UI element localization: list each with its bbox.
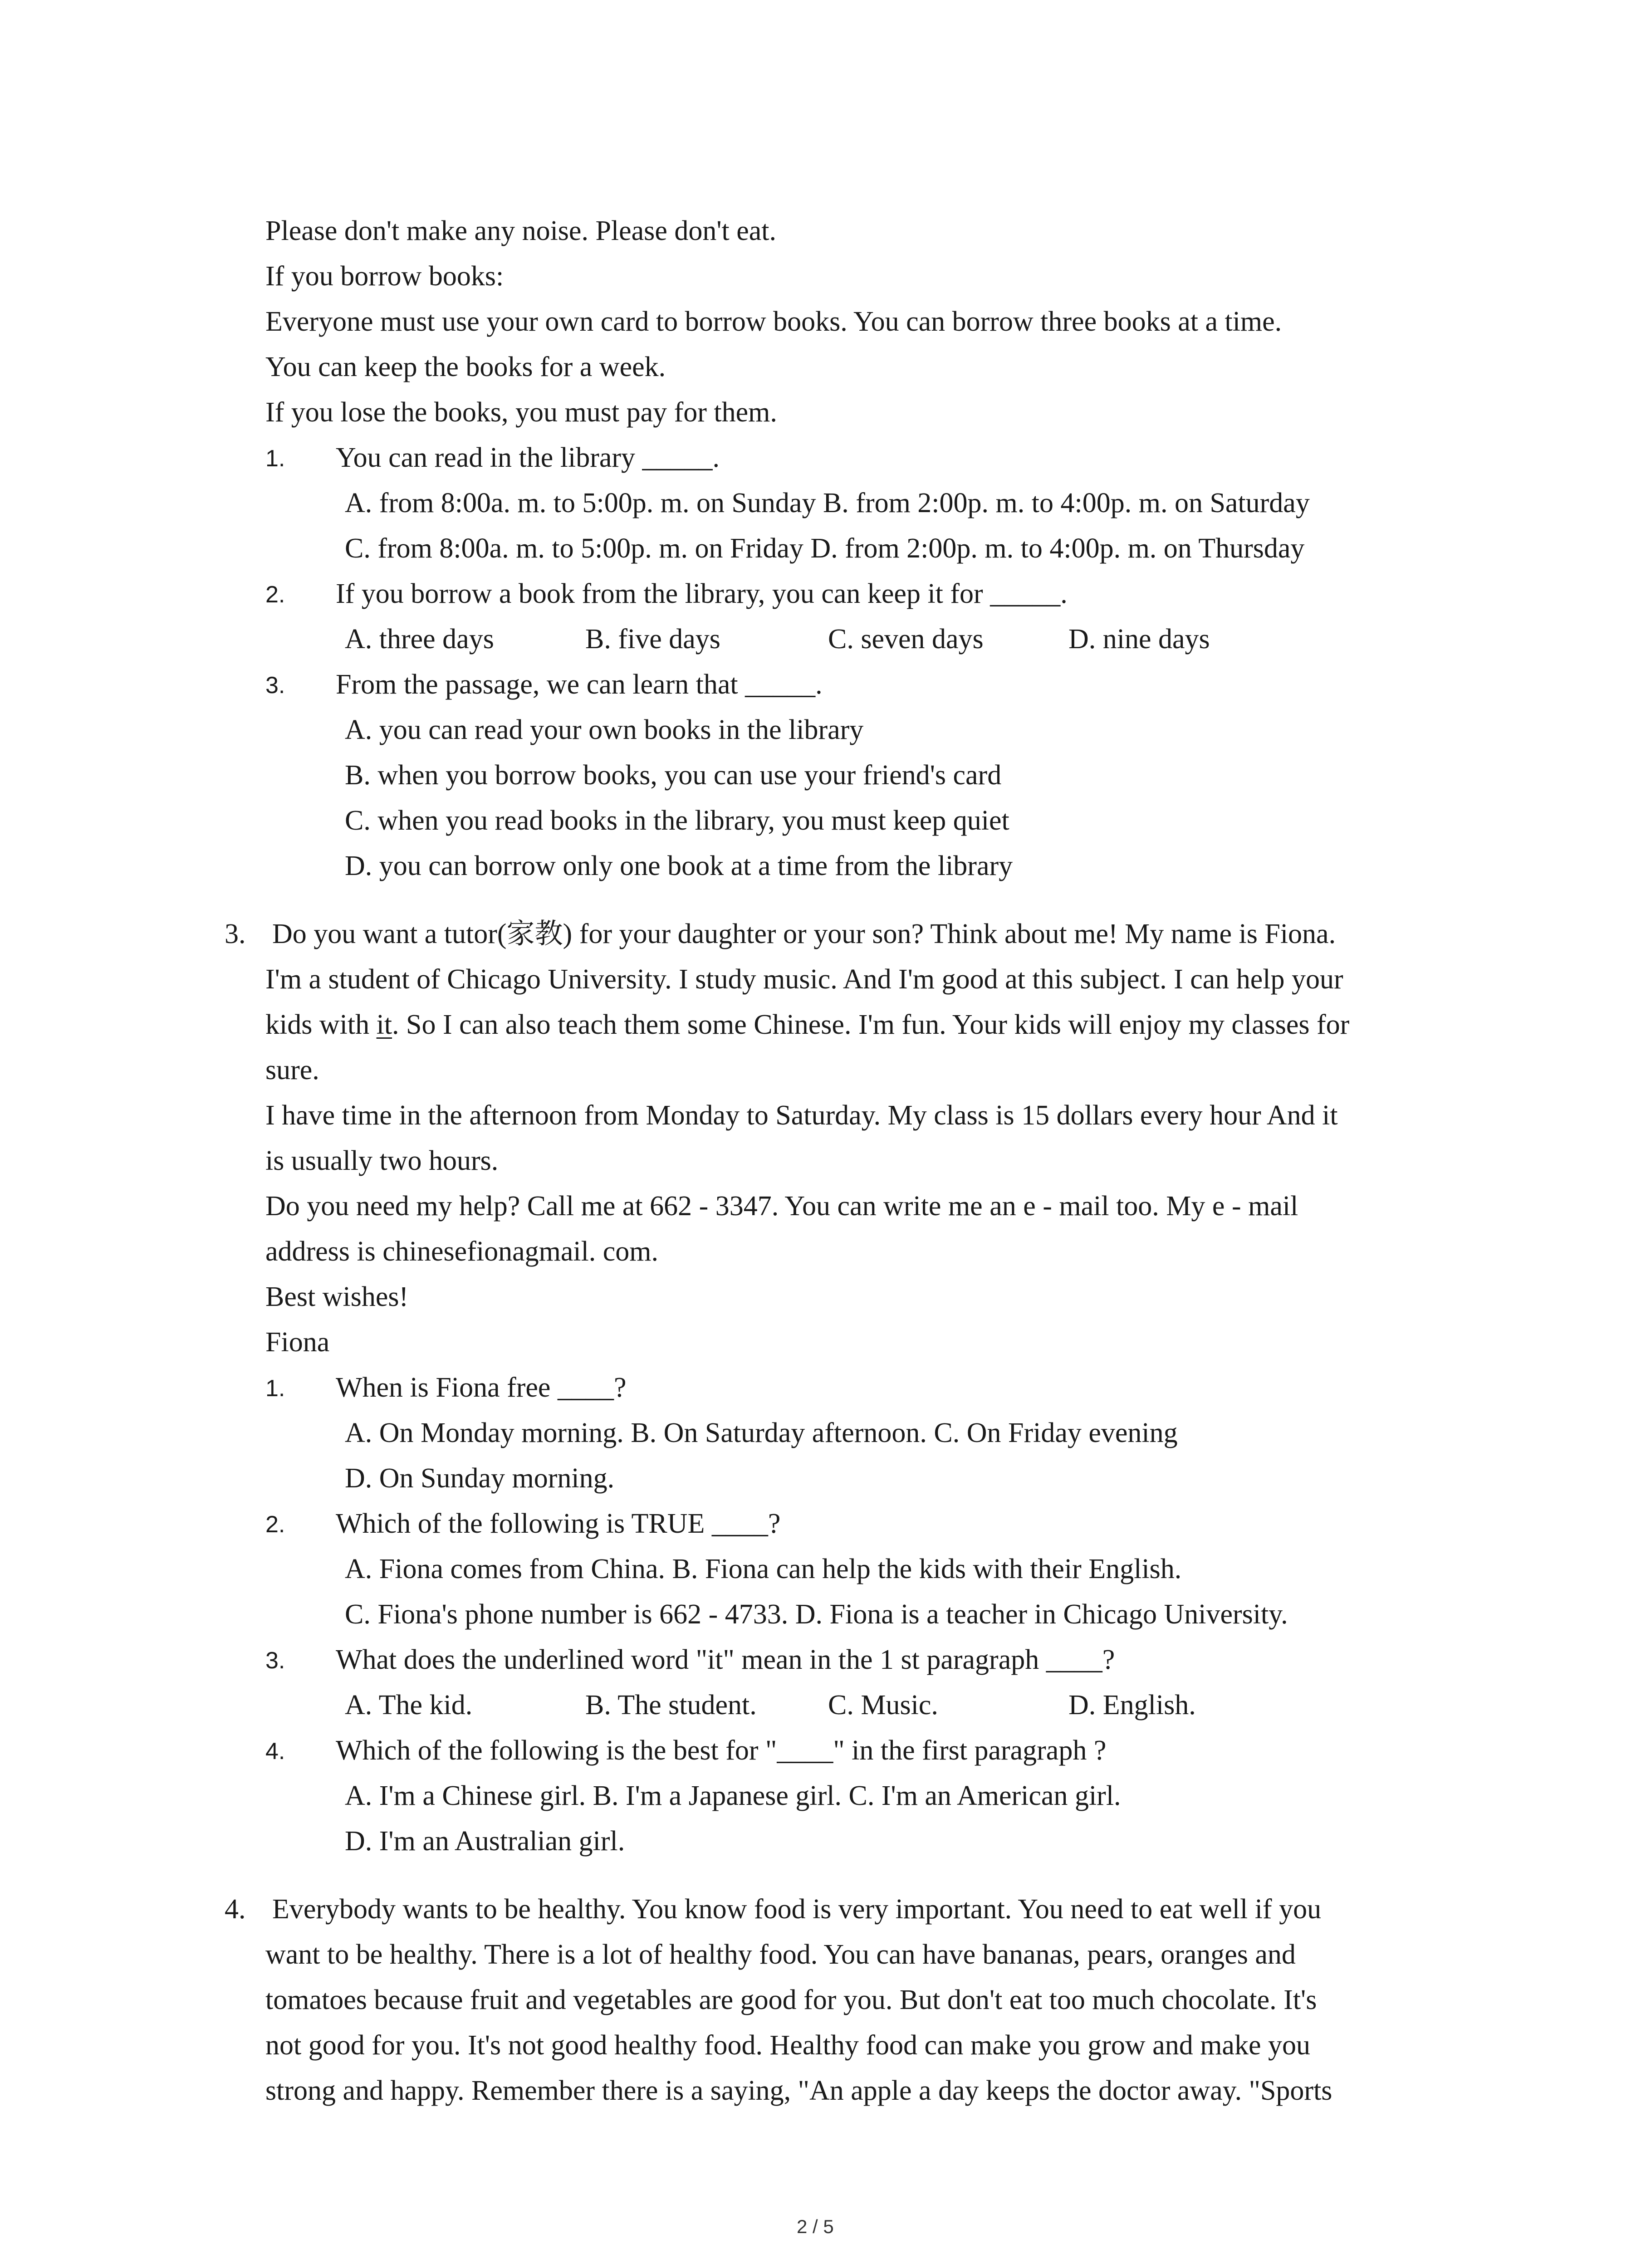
question-number: 1. bbox=[265, 445, 285, 472]
answer-option: D. you can borrow only one book at a time from the library bbox=[345, 850, 1013, 881]
passage-line: Everybody wants to be healthy. You know food is very important. You need to eat well if you bbox=[272, 1894, 1322, 1925]
answer-option: A. three days bbox=[345, 624, 494, 655]
question-stem: Which of the following is the best for "____" in the first paragraph ? bbox=[336, 1735, 1107, 1766]
passage-line: Everyone must use your own card to borrow books. You can borrow three books at a time. bbox=[265, 306, 1282, 337]
answer-option: A. I'm a Chinese girl. B. I'm a Japanese girl. C. I'm an American girl. bbox=[345, 1780, 1121, 1811]
answer-option: A. Fiona comes from China. B. Fiona can help the kids with their English. bbox=[345, 1554, 1182, 1584]
passage-line: not good for you. It's not good healthy food. Healthy food can make you grow and make you bbox=[265, 2030, 1310, 2061]
passage-line: Do you need my help? Call me at 662 - 3347. You can write me an e - mail too. My e - mail bbox=[265, 1191, 1298, 1222]
passage-line: tomatoes because fruit and vegetables are good for you. But don't eat too much chocolate. It's bbox=[265, 1984, 1317, 2015]
answer-option: C. when you read books in the library, you must keep quiet bbox=[345, 805, 1009, 836]
answer-option: A. from 8:00a. m. to 5:00p. m. on Sunday B. from 2:00p. m. to 4:00p. m. on Saturday bbox=[345, 488, 1310, 518]
answer-option: B. five days bbox=[585, 624, 720, 655]
question-number: 2. bbox=[265, 582, 285, 608]
question-stem: When is Fiona free ____? bbox=[336, 1372, 627, 1403]
passage-number: 3. bbox=[225, 919, 246, 949]
question-number: 4. bbox=[265, 1738, 285, 1765]
answer-option: D. English. bbox=[1068, 1690, 1196, 1721]
page-number: 2 / 5 bbox=[797, 2216, 834, 2237]
question-stem: What does the underlined word "it" mean in the 1 st paragraph ____? bbox=[336, 1644, 1115, 1675]
passage-line: Best wishes! bbox=[265, 1281, 409, 1312]
question-stem: If you borrow a book from the library, you can keep it for _____. bbox=[336, 578, 1068, 609]
underlined-word: it bbox=[376, 1009, 392, 1040]
question-number: 3. bbox=[265, 672, 285, 699]
answer-option: C. Music. bbox=[828, 1690, 938, 1721]
passage-line: kids with it. So I can also teach them some Chinese. I'm fun. Your kids will enjoy my classes for bbox=[265, 1009, 1350, 1040]
answer-option: B. when you borrow books, you can use your friend's card bbox=[345, 760, 1002, 791]
answer-option: A. On Monday morning. B. On Saturday afternoon. C. On Friday evening bbox=[345, 1418, 1178, 1448]
answer-option: D. nine days bbox=[1068, 624, 1210, 655]
passage-line: Do you want a tutor(家教) for your daughter or your son? Think about me! My name is Fiona. bbox=[272, 919, 1336, 949]
passage-line: You can keep the books for a week. bbox=[265, 352, 666, 382]
question-stem: Which of the following is TRUE ____? bbox=[336, 1508, 781, 1539]
passage-line: is usually two hours. bbox=[265, 1145, 499, 1176]
answer-option: A. The kid. bbox=[345, 1690, 473, 1721]
passage-line: Please don't make any noise. Please don't eat. bbox=[265, 215, 776, 246]
passage-line: Fiona bbox=[265, 1327, 330, 1358]
question-stem: You can read in the library _____. bbox=[336, 442, 720, 473]
question-stem: From the passage, we can learn that _____. bbox=[336, 669, 823, 700]
passage-line: address is chinesefionagmail. com. bbox=[265, 1236, 659, 1267]
passage-line: I'm a student of Chicago University. I study music. And I'm good at this subject. I can help your bbox=[265, 964, 1343, 995]
question-number: 2. bbox=[265, 1511, 285, 1538]
passage-number: 4. bbox=[225, 1894, 246, 1925]
answer-option: D. I'm an Australian girl. bbox=[345, 1826, 625, 1857]
passage-line: strong and happy. Remember there is a saying, "An apple a day keeps the doctor away. "Sports bbox=[265, 2075, 1332, 2106]
passage-line: If you lose the books, you must pay for them. bbox=[265, 397, 777, 428]
answer-option: B. The student. bbox=[585, 1690, 757, 1721]
passage-line: sure. bbox=[265, 1055, 319, 1085]
passage-line: want to be healthy. There is a lot of healthy food. You can have bananas, pears, oranges and bbox=[265, 1939, 1296, 1970]
answer-option: A. you can read your own books in the library bbox=[345, 714, 864, 745]
answer-option: C. seven days bbox=[828, 624, 984, 655]
question-number: 3. bbox=[265, 1647, 285, 1674]
answer-option: D. On Sunday morning. bbox=[345, 1463, 615, 1494]
question-number: 1. bbox=[265, 1375, 285, 1402]
answer-option: C. from 8:00a. m. to 5:00p. m. on Friday D. from 2:00p. m. to 4:00p. m. on Thursday bbox=[345, 533, 1305, 564]
passage-line: I have time in the afternoon from Monday to Saturday. My class is 15 dollars every hour And it bbox=[265, 1100, 1338, 1131]
answer-option: C. Fiona's phone number is 662 - 4733. D. Fiona is a teacher in Chicago University. bbox=[345, 1599, 1288, 1630]
passage-line: If you borrow books: bbox=[265, 261, 504, 292]
